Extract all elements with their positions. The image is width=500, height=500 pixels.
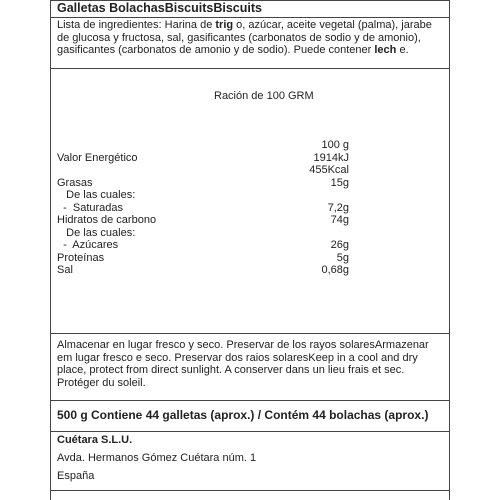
quantity-statement: 500 g Contiene 44 galletas (aprox.) / Contém 44 bolachas (aprox.)	[57, 408, 429, 422]
nutrient-value: 7,2g	[327, 202, 349, 214]
nutrient-value: 74g	[330, 214, 349, 226]
nutrient-label: - Saturadas	[57, 202, 124, 214]
divider	[51, 333, 449, 334]
nutrient-label: Sal	[57, 264, 73, 276]
nutrient-label: De las cuales:	[57, 189, 136, 201]
nutrient-value: 5g	[336, 252, 349, 264]
label-frame	[50, 0, 450, 500]
product-title: Galletas BolachasBiscuitsBiscuits	[57, 1, 262, 15]
nutrient-label: - Azúcares	[57, 239, 119, 251]
company-address: Avda. Hermanos Gómez Cuétara núm. 1	[57, 452, 257, 464]
allergen-wheat: trig	[215, 19, 234, 31]
ingredients-part: e.	[396, 44, 409, 57]
ingredients-part: o, azúcar, aceite vegetal (palma), jarabe de glucosa y fructosa, sal, gasificantes (carbonatos de sodio y de amonio), gasificantes (carbonatos de amonio y de sodio). Puede contener	[57, 19, 432, 57]
portion-header: Ración de 100 GRM	[214, 90, 314, 102]
company-name: Cuétara S.L.U.	[57, 434, 133, 446]
divider	[51, 17, 449, 18]
ingredients-text	[57, 19, 443, 57]
bottom-border	[51, 490, 449, 491]
nutrient-label: Grasas	[57, 177, 93, 189]
divider	[51, 431, 449, 432]
divider	[51, 400, 449, 401]
nutrient-value: 15g	[330, 177, 349, 189]
nutrient-value: 455Kcal	[309, 164, 349, 176]
divider	[51, 68, 449, 69]
nutrient-label: De las cuales:	[57, 227, 136, 239]
nutrient-label: Valor Energético	[57, 152, 138, 164]
nutrient-value: 26g	[330, 239, 349, 251]
portion-value: 100 g	[321, 139, 349, 151]
nutrient-value: 0,68g	[321, 264, 349, 276]
storage-instructions: Almacenar en lugar fresco y seco. Preservar de los rayos solaresArmazenar em lugar fresco e seco. Preservar dos raios solaresKeep in a cool and dry place, protect from direct sunlight. A conserver dans un lieu frais et sec. Protéger du soleil.	[57, 339, 429, 389]
company-country: España	[57, 470, 95, 482]
nutrient-label: Hidratos de carbono	[57, 214, 157, 226]
allergen-milk: lech	[374, 44, 397, 57]
nutrient-value: 1914kJ	[313, 152, 349, 164]
nutrient-label: Proteínas	[57, 252, 105, 264]
ingredients-part: Lista de ingredientes: Harina de	[57, 19, 216, 31]
